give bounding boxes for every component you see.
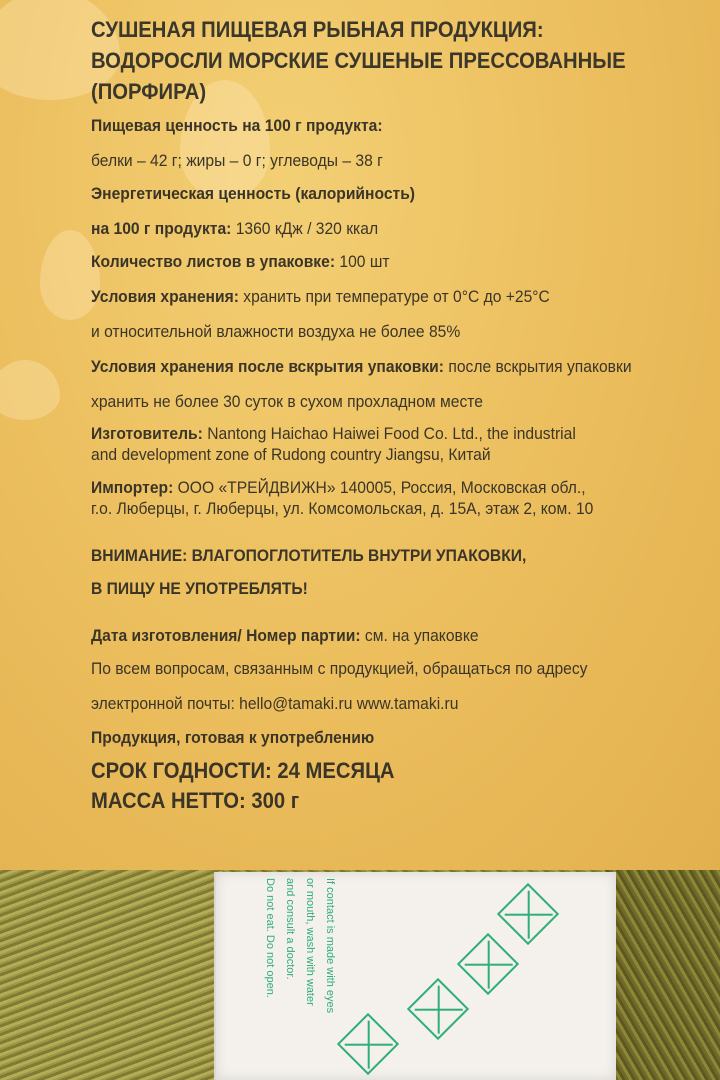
nutrition-label: Пищевая ценность на 100 г продукта: (91, 116, 383, 135)
production-date-value: см. на упаковке (360, 626, 479, 645)
sachet-text: and consult a doctor. (284, 878, 296, 980)
manufacturer-label: Изготовитель: (91, 424, 203, 443)
nori-sheet-left (0, 870, 222, 1080)
production-date-line (91, 625, 652, 646)
energy-per-100g-label: на 100 г продукта: (91, 219, 232, 238)
sachet-text: or mouth, wash with water (304, 878, 316, 1006)
storage-line2: и относительной влажности воздуха не более 85% (91, 322, 461, 341)
sheets-value: 100 шт (335, 252, 390, 271)
manufacturer-value: Nantong Haichao Haiwei Food Co. Ltd., the industrial (202, 424, 576, 443)
manufacturer-line2: and development zone of Rudong country Jiangsu, Китай (91, 445, 491, 464)
contact-line: По всем вопросам, связанным с продукцией, обращаться по адресу (91, 659, 588, 678)
importer-value: ООО «ТРЕЙДВИЖН» 140005, Россия, Московская обл., (173, 478, 586, 497)
storage-opened-line (91, 356, 652, 377)
ready-to-eat: Продукция, готовая к употреблению (91, 728, 375, 747)
nutrition-values: белки – 42 г; жиры – 0 г; углеводы – 38 г (91, 151, 383, 170)
sheets-line (91, 251, 652, 272)
manufacturer-line (91, 423, 652, 444)
energy-label: Энергетическая ценность (калорийность) (91, 184, 416, 203)
importer-label: Импортер: (91, 478, 174, 497)
production-date-label: Дата изготовления/ Номер партии: (91, 626, 361, 645)
do-not-open-icon (407, 978, 469, 1040)
warning-line: ВНИМАНИЕ: ВЛАГОПОГЛОТИТЕЛЬ ВНУТРИ УПАКОВКИ, (91, 546, 527, 565)
storage-opened-line2: хранить не более 30 суток в сухом прохладном месте (91, 392, 483, 411)
net-weight: МАССА НЕТТО: 300 г (91, 788, 300, 813)
title-line: СУШЕНАЯ ПИЩЕВАЯ РЫБНАЯ ПРОДУКЦИЯ: (91, 17, 544, 42)
sachet-text: If contact is made with eyes (324, 878, 336, 1014)
shelf-life: СРОК ГОДНОСТИ: 24 МЕСЯЦА (91, 758, 395, 783)
do-not-open-icon (337, 1013, 399, 1075)
energy-value: 1360 кДж / 320 ккал (231, 219, 379, 238)
storage-value: хранить при температуре от 0°С до +25°С (238, 287, 550, 306)
sachet-text: Do not eat. Do not open. (264, 878, 276, 998)
do-not-eat-icon (457, 933, 519, 995)
sheets-label: Количество листов в упаковке: (91, 252, 336, 271)
importer-line2: г.о. Люберцы, г. Люберцы, ул. Комсомольская, д. 15А, этаж 2, ком. 10 (91, 499, 594, 518)
nori-sheet-right (605, 870, 720, 1080)
contact-line2: электронной почты: hello@tamaki.ru www.tamaki.ru (91, 694, 459, 713)
label-text (91, 14, 652, 816)
energy-line (91, 218, 652, 239)
storage-opened-value: после вскрытия упаковки (444, 357, 632, 376)
desiccant-sachet (214, 872, 616, 1080)
leaf-decoration (0, 360, 60, 420)
title-line: ВОДОРОСЛИ МОРСКИЕ СУШЕНЫЕ ПРЕССОВАННЫЕ (91, 48, 626, 73)
importer-line (91, 477, 652, 498)
storage-label: Условия хранения: (91, 287, 239, 306)
storage-opened-label: Условия хранения после вскрытия упаковки: (91, 357, 445, 376)
title-line: (ПОРФИРА) (91, 79, 207, 104)
storage-line (91, 286, 652, 307)
do-not-eat-icon (497, 883, 559, 945)
warning-line: В ПИЩУ НЕ УПОТРЕБЛЯТЬ! (91, 579, 308, 598)
